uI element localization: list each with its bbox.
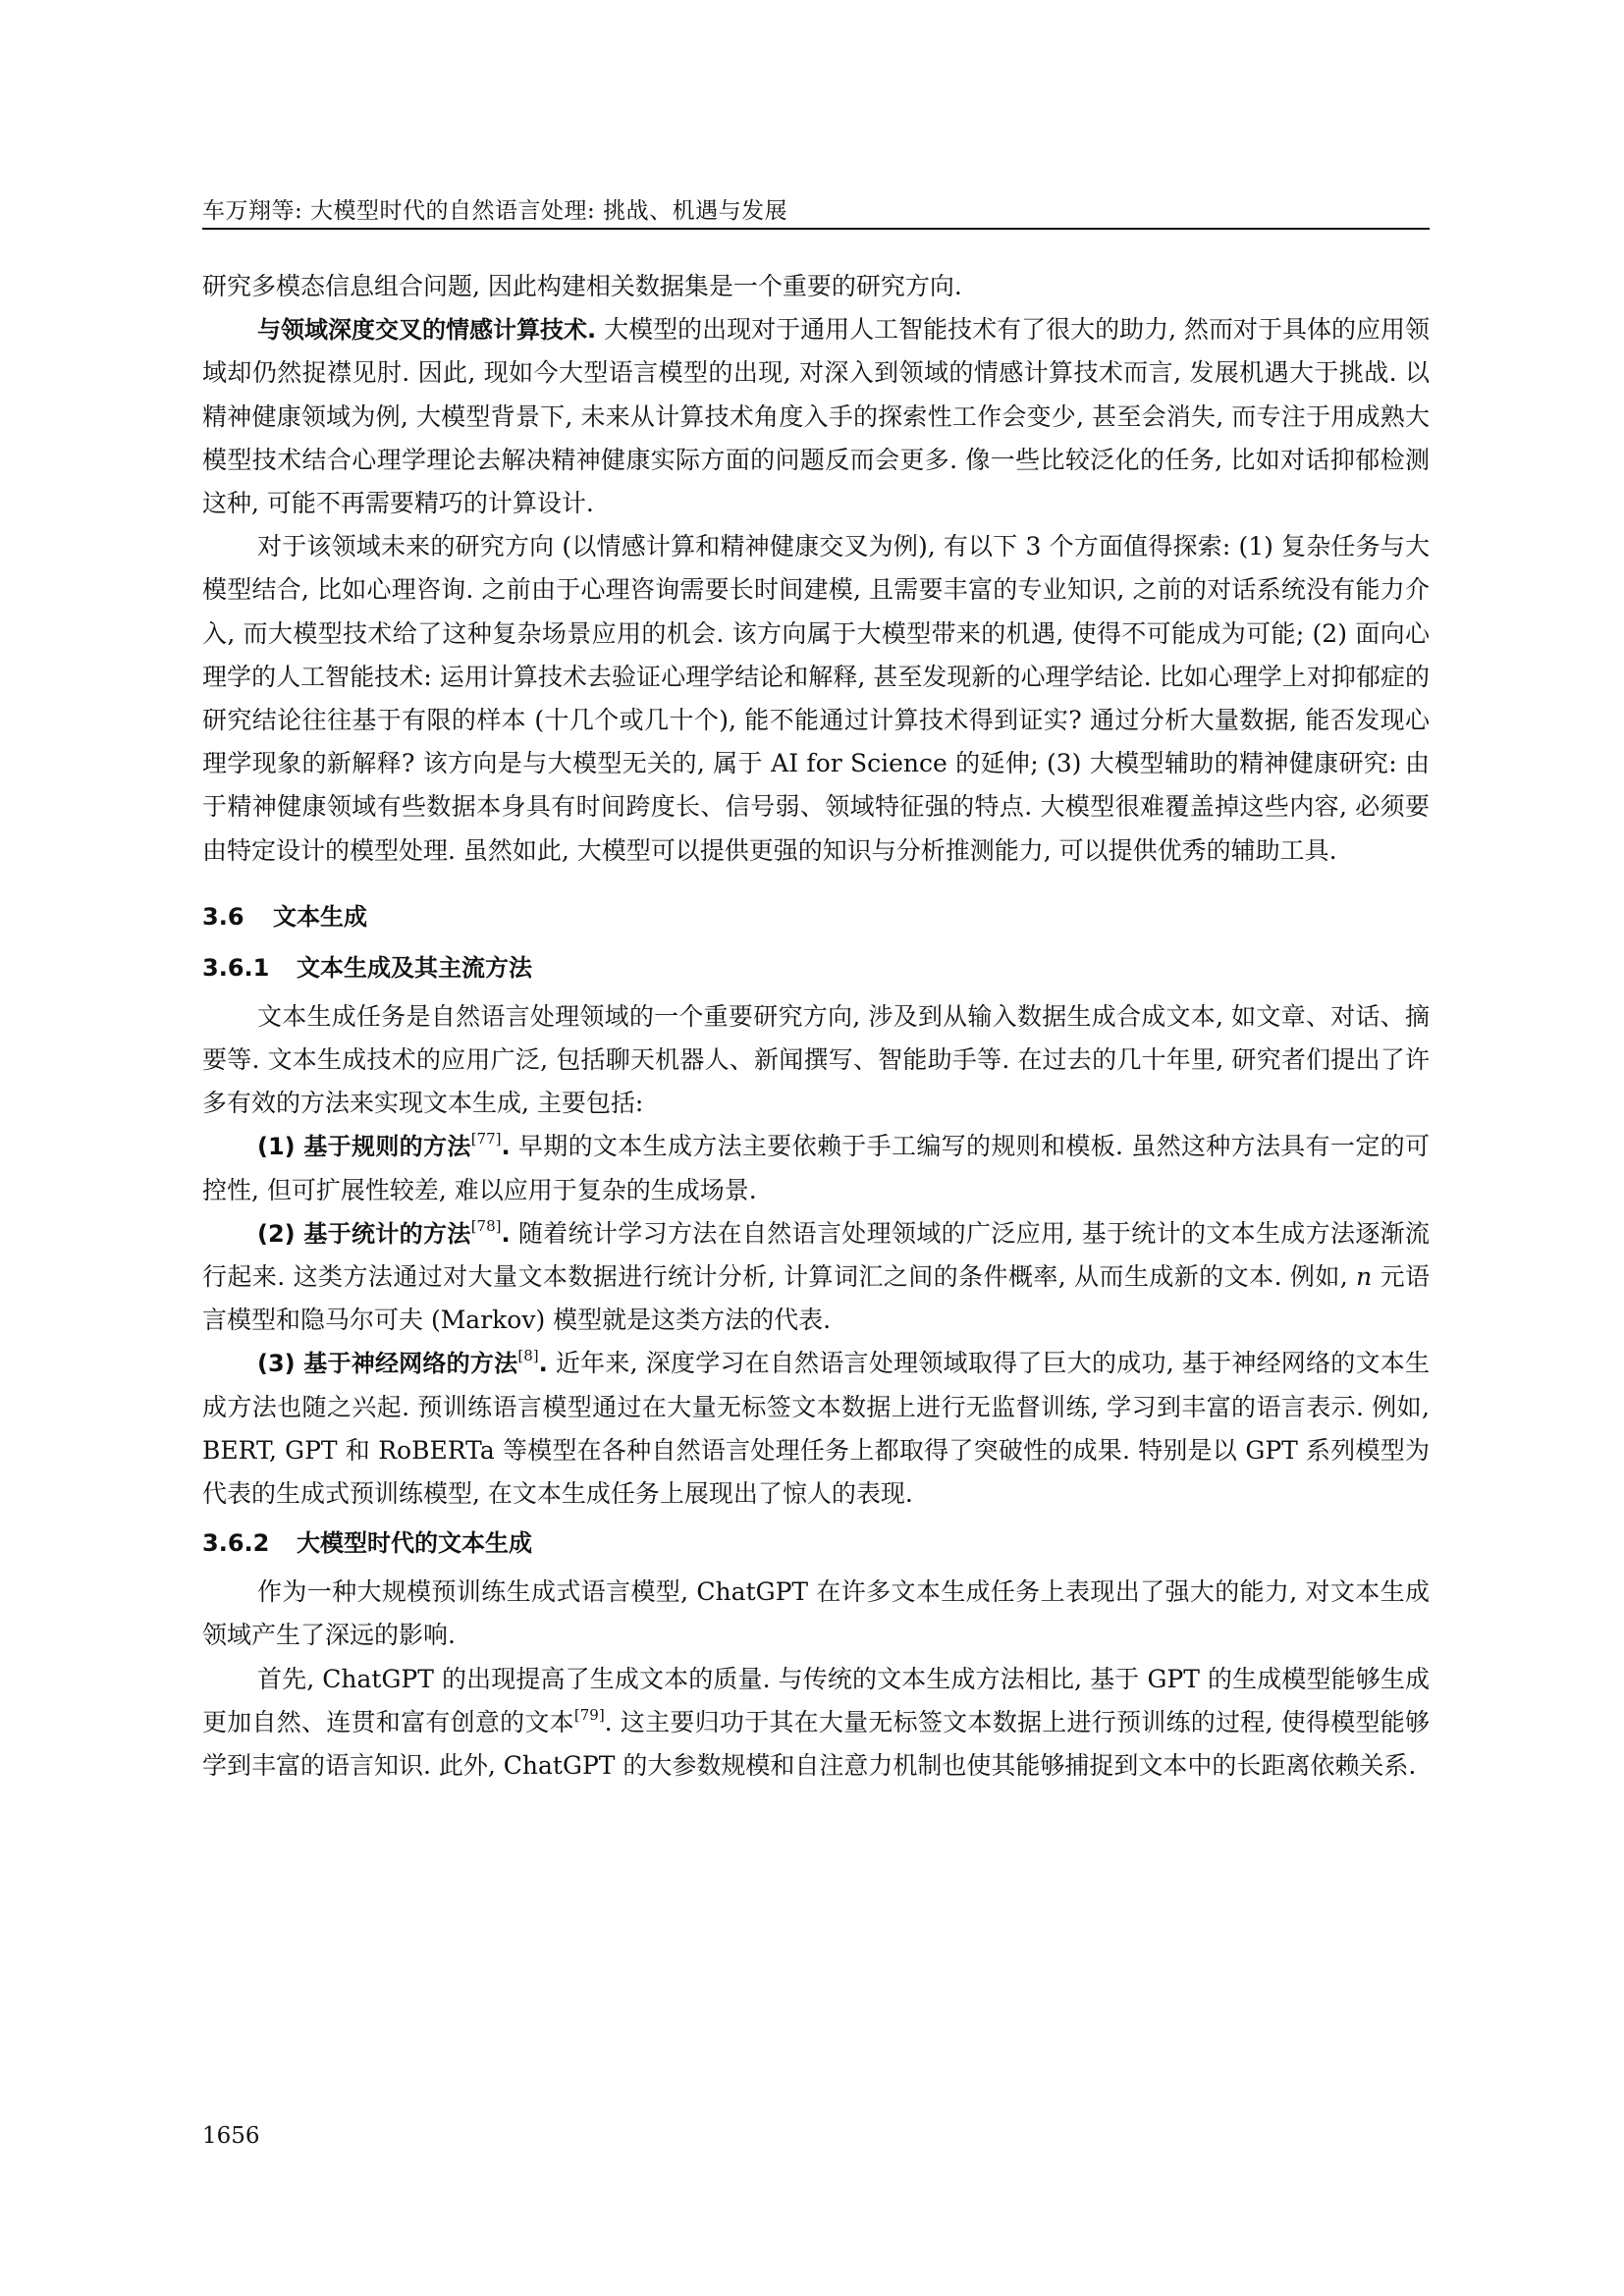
subsection-title: 文本生成及其主流方法 [297, 953, 532, 982]
paragraph [202, 1212, 1430, 1343]
section-heading [202, 895, 1430, 938]
inline-heading: 与领域深度交叉的情感计算技术. [257, 316, 597, 345]
paragraph [202, 995, 1430, 1126]
paragraph-text: 早期的文本生成方法主要依赖于手工编写的规则和模板. 虽然这种方法具有一定的可控性, 但可扩展性较差, 难以应用于复杂的生成场景. [202, 1132, 1430, 1204]
subsection-heading [202, 1522, 1430, 1565]
heading-period: . [501, 1219, 511, 1248]
paragraph-text: 研究多模态信息组合问题, 因此构建相关数据集是一个重要的研究方向. [202, 272, 962, 300]
section-number: 3.6 [202, 902, 244, 931]
paragraph-text: 首先, ChatGPT 的出现提高了生成文本的质量. 与传统的文本生成方法相比, 基于 GPT 的生成模型能够生成更加自然、连贯和富有创意的文本 [202, 1664, 1430, 1736]
paragraph [202, 265, 1430, 308]
inline-heading: (1) 基于规则的方法 [257, 1133, 471, 1161]
subsection-number: 3.6.2 [202, 1529, 270, 1558]
header-rule [202, 228, 1430, 230]
citation: [78] [470, 1216, 502, 1235]
section-title: 文本生成 [273, 902, 367, 931]
paragraph [202, 308, 1430, 525]
citation: [77] [470, 1130, 502, 1148]
subsection-number: 3.6.1 [202, 953, 270, 982]
paragraph [202, 1125, 1430, 1211]
citation: [8] [517, 1347, 539, 1365]
subsection-title: 大模型时代的文本生成 [297, 1529, 532, 1558]
paragraph-text: 随着统计学习方法在自然语言处理领域的广泛应用, 基于统计的文本生成方法逐渐流行起来. 这类方法通过对大量文本数据进行统计分析, 计算词汇之间的条件概率, 从而生成新的文本. 例如, [202, 1218, 1430, 1292]
page-number: 1656 [202, 2123, 260, 2149]
inline-heading: (2) 基于统计的方法 [257, 1219, 471, 1248]
citation: [79] [573, 1705, 605, 1724]
math-variable: n [1356, 1262, 1373, 1292]
paragraph-text: . 这主要归功于其在大量无标签文本数据上进行预训练的过程, 使得模型能够学到丰富的语言知识. 此外, ChatGPT 的大参数规模和自注意力机制也使其能够捕捉到文本中的长距离依赖关系. [202, 1707, 1430, 1781]
paragraph-text: 元语言模型和隐马尔可夫 (Markov) 模型就是这类方法的代表. [202, 1262, 1430, 1335]
heading-period: . [501, 1133, 511, 1161]
paragraph-text: 近年来, 深度学习在自然语言处理领域取得了巨大的成功, 基于神经网络的文本生成方法也随之兴起. 预训练语言模型通过在大量无标签文本数据上进行无监督训练, 学习到丰富的语言表示. 例如, BERT, GPT 和 RoBERTa 等模型在各种自然语言处理任务上都取得了突破性的成果. 特别是以 GPT 系列模型为代表的生成式预训练模型, 在文本生成任务上展现出了惊人的表现. [202, 1349, 1430, 1509]
paragraph-text: 大模型的出现对于通用人工智能技术有了很大的助力, 然而对于具体的应用领域却仍然捉襟见肘. 因此, 现如今大型语言模型的出现, 对深入到领域的情感计算技术而言, 发展机遇大于挑战. 以精神健康领域为例, 大模型背景下, 未来从计算技术角度入手的探索性工作会变少, 甚至会消失, 而专注于用成熟大模型技术结合心理学理论去解决精神健康实际方面的问题反而会更多. 像一些比较泛化的任务, 比如对话抑郁检测这种, 可能不再需要精巧的计算设计. [202, 315, 1431, 518]
subsection-heading [202, 946, 1430, 989]
paragraph [202, 1571, 1430, 1657]
paragraph [202, 1342, 1430, 1516]
paragraph [202, 525, 1430, 873]
paragraph-text: 文本生成任务是自然语言处理领域的一个重要研究方向, 涉及到从输入数据生成合成文本, 如文章、对话、摘要等. 文本生成技术的应用广泛, 包括聊天机器人、新闻撰写、智能助手等. 在过去的几十年里, 研究者们提出了许多有效的方法来实现文本生成, 主要包括: [202, 1001, 1430, 1118]
paragraph-text: 对于该领域未来的研究方向 (以情感计算和精神健康交叉为例), 有以下 3 个方面值得探索: (1) 复杂任务与大模型结合, 比如心理咨询. 之前由于心理咨询需要长时间建模, 且需要丰富的专业知识, 之前的对话系统没有能力介入, 而大模型技术给了这种复杂场景应用的机会. 该方向属于大模型带来的机遇, 使得不可能成为可能; (2) 面向心理学的人工智能技术: 运用计算技术去验证心理学结论和解释, 甚至发现新的心理学结论. 比如心理学上对抑郁症的研究结论往往基于有限的样本 (十几个或几十个), 能不能通过计算技术得到证实? 通过分析大量数据, 能否发现心理学现象的新解释? 该方向是与大模型无关的, 属于 AI for Science 的延伸; (3) 大模型辅助的精神健康研究: 由于精神健康领域有些数据本身具有时间跨度长、信号弱、领域特征强的特点. 大模型很难覆盖掉这些内容, 必须要由特定设计的模型处理. 虽然如此, 大模型可以提供更强的知识与分析推测能力, 可以提供优秀的辅助工具. [202, 532, 1430, 865]
paragraph [202, 1658, 1430, 1789]
running-header: 车万翔等: 大模型时代的自然语言处理: 挑战、机遇与发展 [202, 198, 788, 224]
inline-heading: (3) 基于神经网络的方法 [257, 1350, 518, 1378]
heading-period: . [538, 1350, 548, 1378]
paragraph-text: 作为一种大规模预训练生成式语言模型, ChatGPT 在许多文本生成任务上表现出了强大的能力, 对文本生成领域产生了深远的影响. [202, 1577, 1430, 1650]
paper-body [202, 265, 1430, 1788]
